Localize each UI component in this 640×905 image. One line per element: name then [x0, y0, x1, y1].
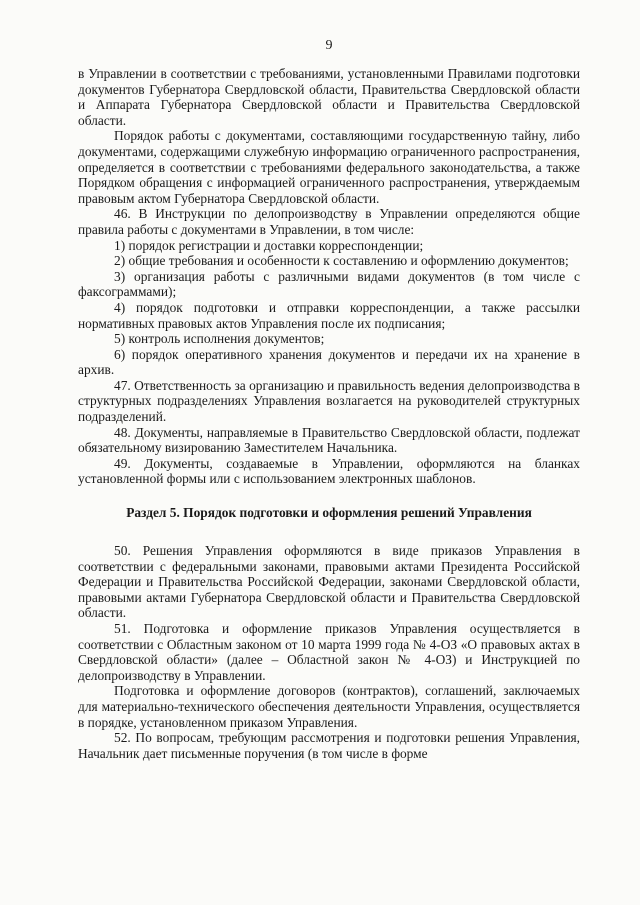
paragraph: 46. В Инструкции по делопроизводству в Управлении определяются общие правила работы с документами в Управлении, в том числе:	[78, 206, 580, 237]
body-before-section	[78, 66, 580, 487]
paragraph: Подготовка и оформление договоров (контрактов), соглашений, заключаемых для материально-технического обеспечения деятельности Управления, осуществляется в порядке, установленном приказом Управления.	[78, 683, 580, 730]
page-number: 9	[325, 38, 333, 53]
paragraph: в Управлении в соответствии с требованиями, установленными Правилами подготовки документов Губернатора Свердловской области, Правительства Свердловской области и Аппарата Губернатора Свердловской области и Правительства Свердловской области.	[78, 66, 580, 128]
paragraph: 47. Ответственность за организацию и правильность ведения делопроизводства в структурных подразделениях Управления возлагается на руководителей структурных подразделений.	[78, 377, 580, 425]
list-item: 2) общие требования и особенности к составлению и оформлению документов;	[114, 253, 569, 269]
paragraph: 49. Документы, создаваемые в Управлении, оформляются на бланках установленной формы или с использованием электронных шаблонов.	[78, 455, 580, 487]
list-item: 6) порядок оперативного хранения документов и передачи их на хранение в архив.	[78, 346, 580, 378]
body-after-section	[78, 543, 580, 761]
section-heading: Раздел 5. Порядок подготовки и оформления решений Управления	[126, 505, 532, 521]
paragraph: 51. Подготовка и оформление приказов Управления осуществляется в соответствии с Областным законом от 10 марта 1999 года № 4-ОЗ «О правовых актах в Свердловской области» (далее – Областной закон № 4-ОЗ) и Инструкцией по делопроизводству в Управлении.	[78, 621, 580, 683]
list-item: 1) порядок регистрации и доставки корреспонденции;	[114, 237, 424, 253]
paragraph: 52. По вопросам, требующим рассмотрения и подготовки решения Управления, Начальник дает письменные поручения (в том числе в форме	[78, 730, 580, 761]
list-item: 3) организация работы с различными видами документов (в том числе с факсограммами);	[78, 268, 580, 300]
list-item: 4) порядок подготовки и отправки корреспонденции, а также рассылки нормативных правовых актов Управления после их подписания;	[78, 299, 580, 331]
list-item: 5) контроль исполнения документов;	[114, 331, 325, 347]
paragraph: 48. Документы, направляемые в Правительство Свердловской области, подлежат обязательному визированию Заместителем Начальника.	[78, 424, 580, 456]
paragraph: 50. Решения Управления оформляются в виде приказов Управления в соответствии с федеральными законами, правовыми актами Президента Российской Федерации и Правительства Российской Федерации, законами Свердловской области, правовыми актами Губернатора Свердловской области и Правительства Свердловской области.	[78, 543, 580, 621]
paragraph: Порядок работы с документами, составляющими государственную тайну, либо документами, содержащими служебную информацию ограниченного распространения, определяется в соответствии с требованиями федерального законодательства, а также Порядком обращения с информацией ограниченного распространения, утверждаемым правовым актом Губернатора Свердловской области.	[78, 128, 580, 206]
